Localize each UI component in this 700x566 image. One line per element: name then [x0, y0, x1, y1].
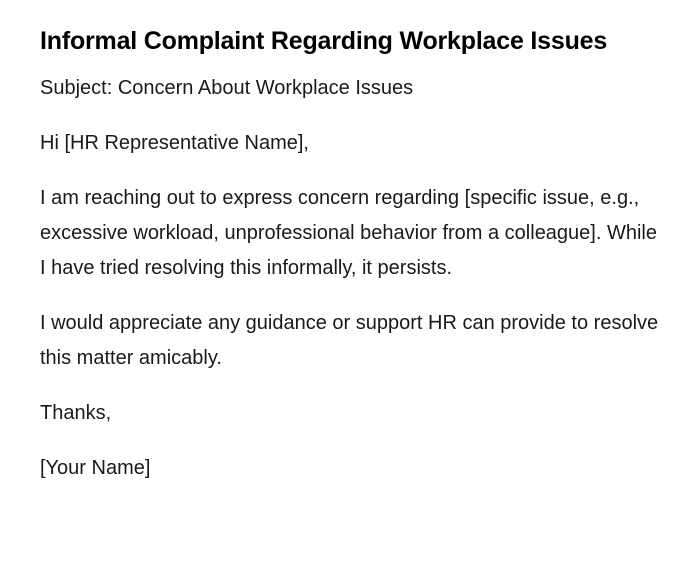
document-title: Informal Complaint Regarding Workplace Issues [40, 27, 608, 55]
signature: [Your Name] [40, 457, 151, 479]
body-paragraph-1: I am reaching out to express concern regarding [specific issue, e.g., excessive workload, unprofessional behavior from a colleague]. While I have tried resolving this informally, it persists. [40, 187, 657, 279]
letter-page [40, 22, 660, 506]
body-paragraph-2: I would appreciate any guidance or support HR can provide to resolve this matter amicably. [40, 312, 659, 369]
greeting: Hi [HR Representative Name], [40, 132, 309, 154]
subject-line: Subject: Concern About Workplace Issues [40, 77, 414, 99]
closing: Thanks, [40, 402, 112, 424]
